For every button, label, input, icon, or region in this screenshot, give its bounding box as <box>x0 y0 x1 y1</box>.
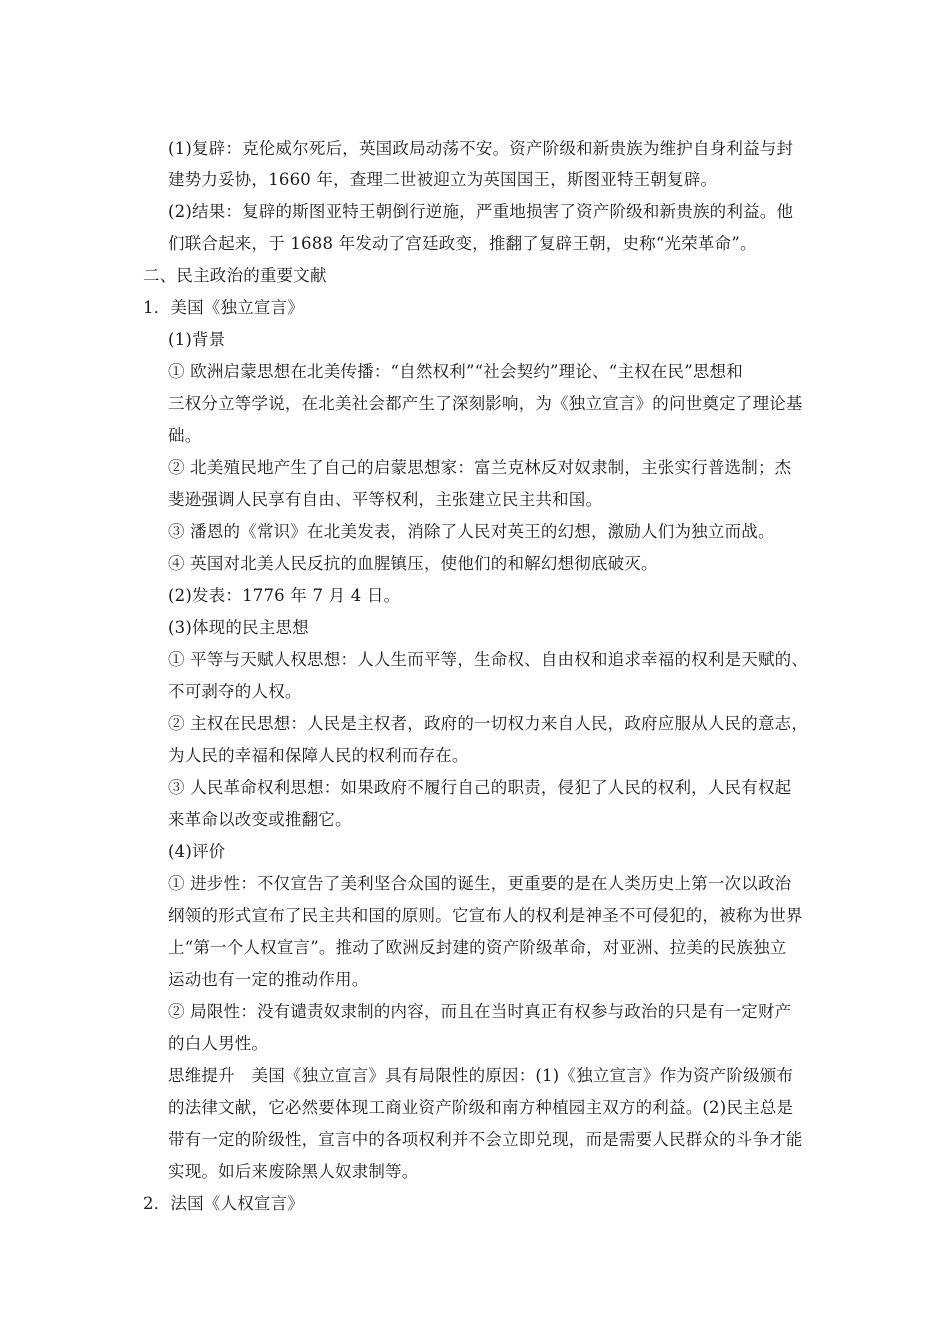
eval-progressive-line-3: 上“第一个人权宣言”。推动了欧洲反封建的资产阶级革命，对亚洲、拉美的民族独立 <box>168 938 787 957</box>
thinking-boost-line-1: 思维提升 美国《独立宣言》具有局限性的原因：(1)《独立宣言》作为资产阶级颁布 <box>168 1066 794 1085</box>
bg-point-1-line-2: 三权分立等学说，在北美社会都产生了深刻影响，为《独立宣言》的问世奠定了理论基 <box>168 394 803 413</box>
idea-1-line-2: 不可剥夺的人权。 <box>168 682 302 701</box>
thinking-boost-line-4: 实现。如后来废除黑人奴隶制等。 <box>168 1162 419 1181</box>
idea-1-line-1: ① 平等与天赋人权思想：人人生而平等，生命权、自由权和追求幸福的权利是天赋的、 <box>168 650 809 669</box>
idea-2-line-2: 为人民的幸福和保障人民的权利而存在。 <box>168 746 469 765</box>
eval-progressive-line-2: 纲领的形式宣布了民主共和国的原则。它宣布人的权利是神圣不可侵犯的，被称为世界 <box>168 906 803 925</box>
bg-point-1-line-1: ① 欧洲启蒙思想在北美传播：“自然权利”“社会契约”理论、“主权在民”思想和 <box>168 362 743 381</box>
bg-point-2-line-1: ② 北美殖民地产生了自己的启蒙思想家：富兰克林反对奴隶制，主张实行普选制；杰 <box>168 458 792 477</box>
eval-progressive-line-1: ① 进步性：不仅宣告了美利坚合众国的诞生，更重要的是在人类历史上第一次以政治 <box>168 874 792 893</box>
item-background-heading: (1)背景 <box>168 330 226 349</box>
thinking-boost-line-3: 带有一定的阶级性，宣言中的各项权利并不会立即兑现，而是需要人民群众的斗争才能 <box>168 1130 803 1149</box>
subheading-us-declaration: 1．美国《独立宣言》 <box>143 298 304 317</box>
idea-3-line-2: 来革命以改变或推翻它。 <box>168 810 352 829</box>
bg-point-3: ③ 潘恩的《常识》在北美发表，消除了人民对英王的幻想，激励人们为独立而战。 <box>168 522 775 541</box>
eval-progressive-line-4: 运动也有一定的推动作用。 <box>168 970 369 989</box>
bg-point-2-line-2: 斐逊强调人民享有自由、平等权利，主张建立民主共和国。 <box>168 490 603 509</box>
bg-point-4: ④ 英国对北美人民反抗的血腥镇压，使他们的和解幻想彻底破灭。 <box>168 554 658 573</box>
item-democratic-ideas-heading: (3)体现的民主思想 <box>168 618 309 637</box>
bg-point-1-line-3: 础。 <box>168 426 202 445</box>
eval-limitation-line-2: 的白人男性。 <box>168 1034 269 1053</box>
para-restoration-line-1: (1)复辟：克伦威尔死后，英国政局动荡不安。资产阶级和新贵族为维护自身利益与封 <box>168 139 794 158</box>
item-publication: (2)发表：1776 年 7 月 4 日。 <box>168 586 401 605</box>
para-restoration-line-2: 建势力妥协，1660 年，查理二世被迎立为英国国王，斯图亚特王朝复辟。 <box>168 170 718 189</box>
item-evaluation-heading: (4)评价 <box>168 842 226 861</box>
eval-limitation-line-1: ② 局限性：没有谴责奴隶制的内容，而且在当时真正有权参与政治的只是有一定财产 <box>168 1002 792 1021</box>
idea-2-line-1: ② 主权在民思想：人民是主权者，政府的一切权力来自人民，政府应服从人民的意志， <box>168 714 809 733</box>
para-result-line-1: (2)结果：复辟的斯图亚特王朝倒行逆施，严重地损害了资产阶级和新贵族的利益。他 <box>168 202 794 221</box>
idea-3-line-1: ③ 人民革命权利思想：如果政府不履行自己的职责，侵犯了人民的权利，人民有权起 <box>168 778 792 797</box>
para-result-line-2: 们联合起来，于 1688 年发动了宫廷政变，推翻了复辟王朝，史称“光荣革命”。 <box>168 234 757 253</box>
subheading-french-declaration: 2．法国《人权宣言》 <box>143 1194 304 1213</box>
section-heading-2: 二、民主政治的重要文献 <box>143 266 327 285</box>
thinking-boost-line-2: 的法律文献，它必然要体现工商业资产阶级和南方种植园主双方的利益。(2)民主总是 <box>168 1098 794 1117</box>
